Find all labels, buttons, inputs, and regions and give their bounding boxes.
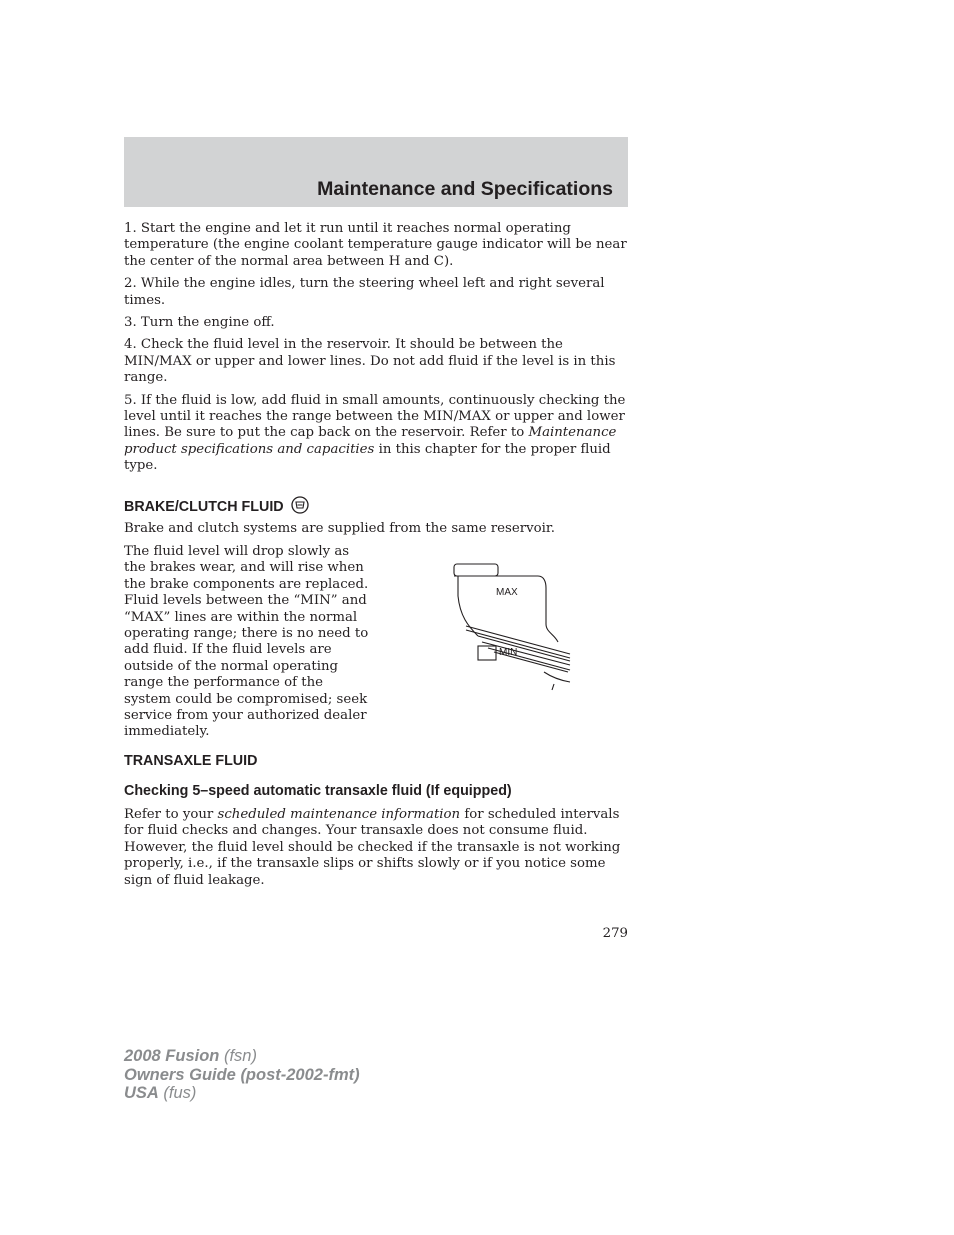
transaxle-text: Refer to your	[124, 807, 218, 822]
transaxle-subheading: Checking 5–speed automatic transaxle fluid (If equipped)	[124, 783, 512, 799]
brake-clutch-heading-text: BRAKE/CLUTCH FLUID	[124, 499, 284, 515]
footer-line-2	[124, 1066, 360, 1085]
transaxle-reference: scheduled maintenance information	[217, 807, 461, 822]
step-1: 1. Start the engine and let it run until it reaches normal operating temperature (the engine coolant temperature gauge indicator will be near the center of the normal area between H and C).	[124, 221, 627, 269]
fluid-reservoir-diagram	[448, 560, 578, 695]
footer-market: USA	[124, 1084, 159, 1102]
page-number: 279	[602, 926, 628, 941]
step-5	[124, 393, 628, 475]
brake-paragraph: The fluid level will drop slowly as the brakes wear, and will rise when the brake components are replaced. Fluid levels between the “MIN” and “MAX” lines are within the normal operating range; there is no need to add fluid. If the fluid levels are outside of the normal operating range the performance of the system could be compromised; seek service from your authorized dealer immediately.	[124, 544, 369, 740]
transaxle-paragraph	[124, 807, 628, 889]
transaxle-text-end: for scheduled intervals for fluid checks and changes. Your transaxle does not consume fluid. However, the fluid level should be checked if the transaxle is not working properly, i.e., if the transaxle slips or shifts slowly or if you notice some sign of fluid leakage.	[124, 807, 621, 888]
transaxle-heading: TRANSAXLE FLUID	[124, 753, 258, 769]
steps-list	[124, 221, 628, 475]
footer-model-code: (fsn)	[219, 1047, 257, 1065]
section-title: Maintenance and Specifications	[317, 178, 613, 200]
footer-line-3	[124, 1084, 360, 1103]
brake-fluid-icon	[290, 496, 310, 514]
min-label: MIN	[499, 647, 518, 658]
step-5-text-end: in this chapter for the proper fluid type.	[124, 441, 611, 474]
brake-intro: Brake and clutch systems are supplied from the same reservoir.	[124, 521, 555, 536]
footer-line-1	[124, 1047, 360, 1066]
footer-guide: Owners Guide (post-2002-fmt)	[124, 1065, 360, 1084]
reservoir-illustration	[448, 560, 578, 695]
footer-market-code: (fus)	[158, 1084, 197, 1102]
step-5-text: 5. If the fluid is low, add fluid in small amounts, continuously checking the level until it reaches the range between the MIN/MAX or upper and lower lines. Be sure to put the cap back on the reservoir. Refer to	[124, 392, 626, 441]
section-header-band	[124, 137, 628, 207]
step-2: 2. While the engine idles, turn the steering wheel left and right several times.	[124, 276, 605, 308]
step-3: 3. Turn the engine off.	[124, 315, 275, 331]
footer-model: 2008 Fusion	[124, 1047, 220, 1065]
max-label: MAX	[496, 587, 518, 598]
brake-clutch-heading	[124, 496, 310, 515]
document-footer	[124, 1047, 360, 1103]
step-4: 4. Check the fluid level in the reservoir. It should be between the MIN/MAX or upper and lower lines. Do not add fluid if the level is in this range.	[124, 337, 616, 386]
step-5-reference: Maintenance product specifications and capacities	[124, 425, 617, 457]
